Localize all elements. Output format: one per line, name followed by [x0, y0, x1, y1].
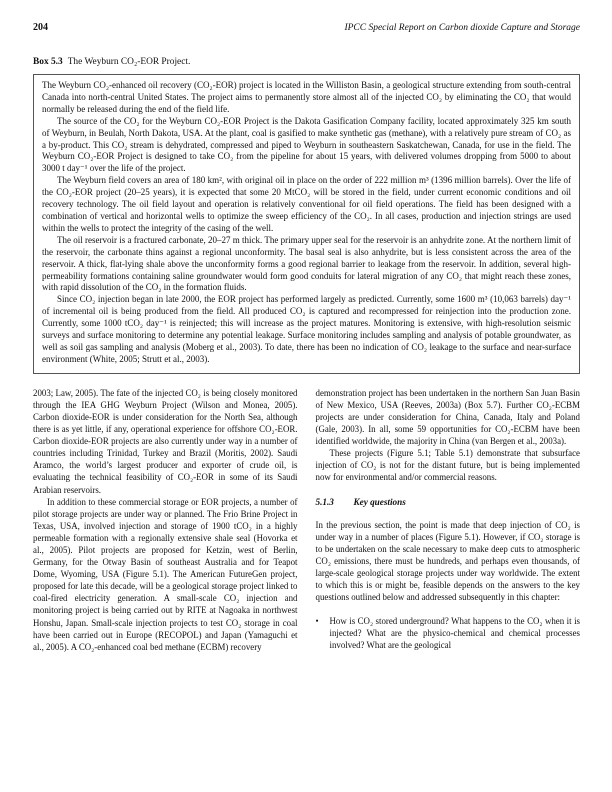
two-column-body	[33, 387, 580, 653]
box-paragraph-1: The Weyburn CO₂-enhanced oil recovery (CO₂-EOR) project is located in the Williston Basin, a geological structure extending from south-central Canada into north-central United States. The project aims to permanently store almost all of the injected CO₂ by eliminating the CO₂ that would normally be released during the end of the field life.	[42, 80, 571, 114]
box-paragraph-3: The Weyburn field covers an area of 180 km², with original oil in place on the order of 222 million m³ (1396 million barrels). Over the life of the CO₂-EOR project (20–25 years), it is expected that some 20 MtCO₂ will be stored in the field, under current economic conditions and oil recovery technology. The oil field layout and operation is relatively conventional for oil field operations. The field has been designed with a combination of vertical and horizontal wells to optimize the sweep efficiency of the CO₂. In all cases, production and injection strings are used within the wells to protect the integrity of the casing of the well.	[42, 175, 571, 233]
box-paragraph-5: Since CO₂ injection began in late 2000, the EOR project has performed largely as predicted. Currently, some 1600 m³ (10,063 barrels) day⁻¹ of incremental oil is being produced from the field. All produced CO₂ is captured and recompressed for reinjection into the production zone. Currently, some 1000 tCO₂ day⁻¹ is reinjected; this will increase as the project matures. Monitoring is extensive, with high-resolution seismic surveys and surface monitoring to determine any potential leakage. Surface monitoring includes sampling and analysis of potable groundwater, as well as soil gas sampling and analysis (Moberg et al., 2003). To date, there has been no indication of CO₂ leakage to the surface and near-surface environment (White, 2005; Strutt et al., 2003).	[42, 294, 571, 364]
running-title: IPCC Special Report on Carbon dioxide Capture and Storage	[344, 23, 580, 33]
page-number: 204	[33, 22, 48, 33]
box-5-3-panel	[33, 74, 580, 374]
section-title: Key questions	[353, 496, 406, 507]
left-column	[33, 387, 298, 653]
box-paragraph-4: The oil reservoir is a fractured carbonate, 20–27 m thick. The primary upper seal for the reservoir is an anhydrite zone. At the northern limit of the reservoir, the carbonate thins against a regional unconformity. The basal seal is also anhydrite, but is less consistent across the area of the reservoir. A thick, flat-lying shale above the unconformity forms a good regional barrier to leakage from the reservoir. In addition, several high-permeability formations containing saline groundwater would form good conduits for lateral migration of any CO₂ that might reach these zones, with rapid dissolution of the CO₂ in the formation fluids.	[42, 234, 571, 293]
left-column-paragraph-1: 2003; Law, 2005). The fate of the injected CO₂ is being closely monitored through the IEA GHG Weyburn Project (Wilson and Monea, 2005). Carbon dioxide-EOR is under consideration for the North Sea, although there is as yet little, if any, operational experience for offshore CO₂-EOR. Carbon dioxide-EOR projects are also currently under way in a number of countries including Trinidad, Turkey and Brazil (Moritis, 2002). Saudi Aramco, the world’s largest producer and exporter of crude oil, is evaluating the technical feasibility of CO₂-EOR in some of its Saudi Arabian reservoirs.	[33, 387, 298, 495]
right-column-paragraph-2: These projects (Figure 5.1; Table 5.1) demonstrate that subsurface injection of CO₂ is not for the distant future, but is being implemented now for environmental and/or commercial reasons.	[315, 448, 580, 483]
box-paragraph-2: The source of the CO₂ for the Weyburn CO₂-EOR Project is the Dakota Gasification Company facility, located approximately 325 km south of Weyburn, in Beulah, North Dakota, USA. At the plant, coal is gasified to make synthetic gas (methane), with a relatively pure stream of CO₂ as a by-product. This CO₂ stream is dehydrated, compressed and piped to Weyburn in southeastern Saskatchewan, Canada, for use in the field. The Weyburn CO₂-EOR Project is designed to take CO₂ from the pipeline for about 15 years, with delivered volumes dropping from 5000 to about 3000 t day⁻¹ over the life of the project.	[42, 115, 571, 174]
bullet-item	[316, 615, 581, 651]
right-column	[316, 387, 581, 653]
bullet-marker: •	[315, 616, 319, 627]
box-label: Box 5.3	[33, 57, 63, 67]
box-heading	[33, 57, 580, 67]
bullet-text: How is CO₂ stored underground? What happens to the CO₂ when it is injected? What are the physico-chemical and chemical processes involved? What are the geological	[329, 616, 580, 651]
right-column-paragraph-3: In the previous section, the point is made that deep injection of CO₂ is under way in a number of places (Figure 5.1). However, if CO₂ storage is to be undertaken on the scale necessary to make deep cuts to atmospheric CO₂ emissions, there must be hundreds, and perhaps even thousands, of large-scale geological storage projects under way worldwide. The extent to which this is or might be, feasible depends on the answers to the key questions outlined below and addressed subsequently in this chapter:	[315, 519, 580, 603]
left-column-paragraph-2: In addition to these commercial storage or EOR projects, a number of pilot storage projects are under way or planned. The Frio Brine Project in Texas, USA, involved injection and storage of 1900 tCO₂ in a highly permeable formation with a regionally extensive shale seal (Hovorka et al., 2005). Pilot projects are proposed for Ketzin, west of Berlin, Germany, for the Otway Basin of southeast Australia and for Teapot Dome, Wyoming, USA (Figure 5.1). The American FutureGen project, proposed for late this decade, will be a geological storage project linked to coal-fired electricity generation. A small-scale CO₂ injection and monitoring project is being carried out by RITE at Nagoaka in northwest Honshu, Japan. Small-scale injection projects to test CO₂ storage in coal have been carried out in Europe (RECOPOL) and Japan (Yamaguchi et al., 2005). A CO₂-enhanced coal bed methane (ECBM) recovery	[33, 496, 298, 652]
right-column-paragraph-1: demonstration project has been undertaken in the northern San Juan Basin of New Mexico, USA (Reeves, 2003a) (Box 5.7). Further CO₂-ECBM projects are under consideration for China, Canada, Italy and Poland (Gale, 2003). In all, some 59 opportunities for CO₂-ECBM have been identified worldwide, the majority in China (van Bergen et al., 2003a).	[315, 387, 580, 447]
page-header	[33, 22, 580, 33]
box-title: The Weyburn CO₂-EOR Project.	[67, 57, 191, 67]
section-heading-5-1-3	[316, 497, 581, 507]
section-number: 5.1.3	[315, 496, 334, 507]
